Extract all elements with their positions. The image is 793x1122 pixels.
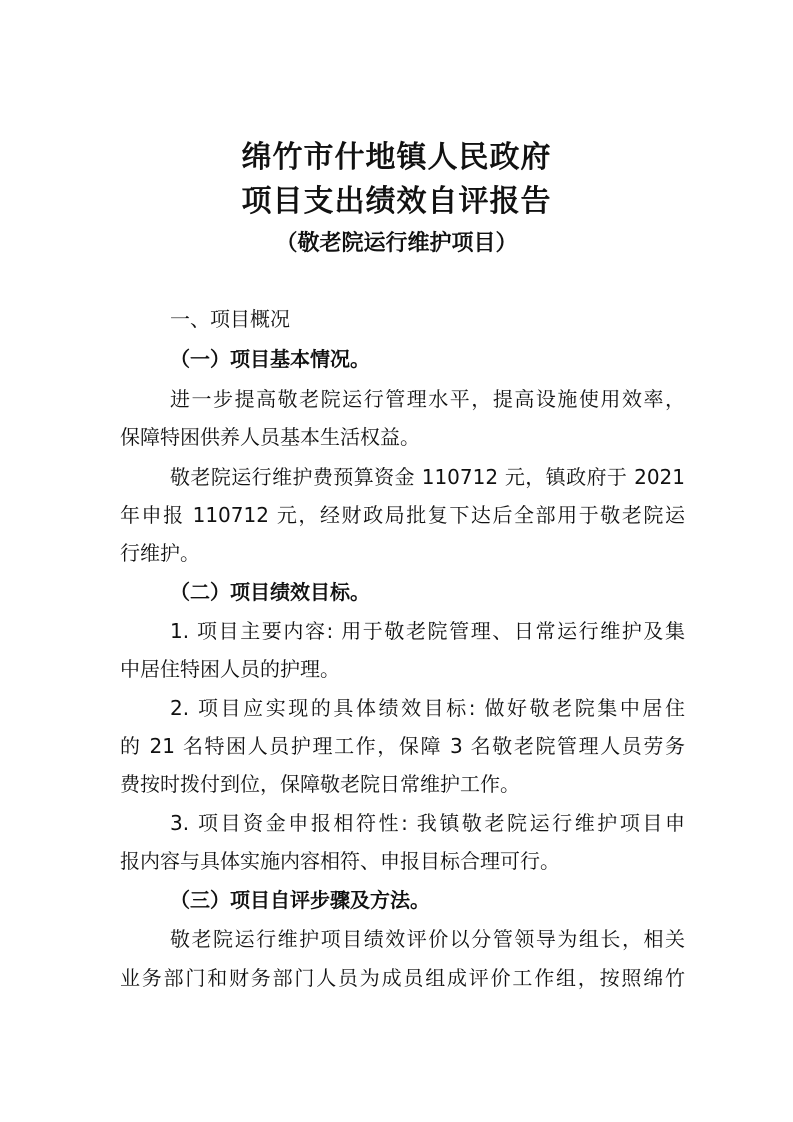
subsection-heading: （三）项目自评步骤及方法。 [170,888,430,912]
paragraph-line: 的 21 名特困人员护理工作，保障 3 名敬老院管理人员劳务 [120,734,685,758]
document-title-line2: 项目支出绩效自评报告 [241,184,552,219]
paragraph-line: 中居住特困人员的护理。 [120,657,340,681]
paragraph-line: 费按时拨付到位，保障敬老院日常维护工作。 [120,772,520,796]
paragraph-line: 1. 项目主要内容: 用于敬老院管理、日常运行维护及集 [170,619,685,643]
paragraph-line: 保障特困供养人员基本生活权益。 [120,425,420,449]
paragraph-line: 敬老院运行维护项目绩效评价以分管领导为组长，相关 [170,927,685,951]
document-subtitle: （敬老院运行维护项目） [275,231,518,256]
paragraph-line: 3. 项目资金申报相符性: 我镇敬老院运行维护项目申 [170,811,685,835]
section-heading: 一、项目概况 [170,307,290,331]
paragraph-line: 行维护。 [120,541,200,565]
subsection-heading: （一）项目基本情况。 [170,347,370,371]
subsection-heading: （二）项目绩效目标。 [170,580,370,604]
paragraph-line: 年申报 110712 元，经财政局批复下达后全部用于敬老院运 [120,503,685,527]
paragraph-line: 业务部门和财务部门人员为成员组成评价工作组，按照绵竹 [120,966,685,990]
document-title-line1: 绵竹市什地镇人民政府 [241,140,552,175]
paragraph-line: 进一步提高敬老院运行管理水平，提高设施使用效率， [170,387,685,411]
paragraph-line: 敬老院运行维护费预算资金 110712 元，镇政府于 2021 [170,465,685,489]
paragraph-line: 报内容与具体实施内容相符、申报目标合理可行。 [120,849,560,873]
paragraph-line: 2. 项目应实现的具体绩效目标: 做好敬老院集中居住 [170,696,685,720]
